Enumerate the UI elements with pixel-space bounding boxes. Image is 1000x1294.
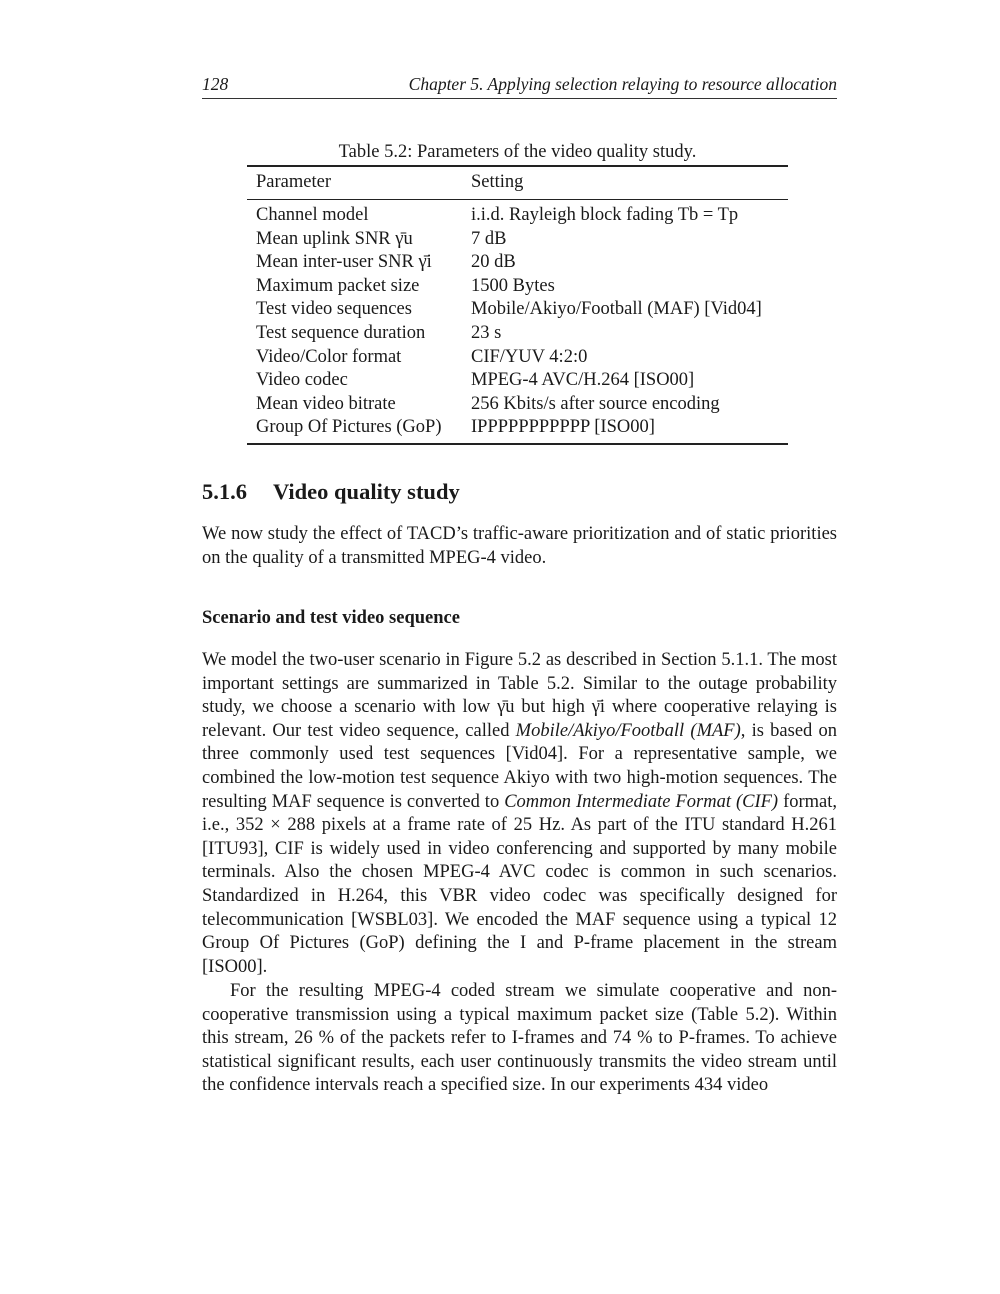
column-header-setting: Setting bbox=[462, 166, 788, 200]
table-cell: Mean uplink SNR γ̄u bbox=[256, 228, 413, 249]
table-row bbox=[247, 416, 788, 444]
subsection-heading: Scenario and test video sequence bbox=[202, 608, 460, 628]
table-row bbox=[247, 275, 788, 299]
table-cell: Channel model bbox=[256, 205, 369, 225]
table-row bbox=[247, 369, 788, 393]
table-cell: Video/Color format bbox=[256, 346, 402, 367]
table-row bbox=[247, 200, 788, 228]
parameters-table bbox=[247, 165, 788, 445]
table-cell: 256 Kbits/s after source encoding bbox=[471, 393, 720, 414]
table-row bbox=[247, 322, 788, 346]
text-run: format, i.e., 352 × 288 pixels at a frame rate of 25 Hz. As part of the ITU standard H.261 [ITU93], CIF is widely used in video conferencing and supported by many mobile terminals. Also the chosen MPEG-4 AVC codec is common in such scenarios. Standardized in H.264, this VBR video codec was specifically designed for telecommunication [WSBL03]. We encoded the MAF sequence using a typical 12 Group Of Pictures (GoP) defining the I and P-frame placement in the stream [ISO00]. bbox=[202, 791, 838, 977]
table-cell: Video codec bbox=[256, 370, 348, 391]
table-row bbox=[247, 251, 788, 275]
section-title: Video quality study bbox=[273, 479, 460, 504]
table-cell: 7 dB bbox=[471, 228, 507, 249]
text-run: , is based on three commonly used test sequences [Vid04]. For a representative sample, we combined the low-motion test sequence Akiyo with two high-motion sequences. The resulting MAF sequence is converted to bbox=[202, 720, 837, 812]
table-row bbox=[247, 346, 788, 370]
section-number: 5.1.6 bbox=[202, 479, 247, 504]
table-cell: IPPPPPPPPPPP [ISO00] bbox=[462, 416, 788, 444]
table-row bbox=[247, 393, 788, 417]
table-row bbox=[247, 228, 788, 252]
italic-term-maf: Mobile/Akiyo/Football (MAF) bbox=[515, 720, 741, 741]
table-cell: Mean inter-user SNR γ̄i bbox=[256, 252, 432, 273]
paragraph-intro: We now study the effect of TACD’s traffic-aware prioritization and of static priorities on the quality of a transmitted MPEG-4 video. bbox=[202, 524, 837, 568]
table-cell: 1500 Bytes bbox=[471, 275, 555, 296]
italic-term-cif: Common Intermediate Format (CIF) bbox=[504, 791, 779, 812]
table-cell: 20 dB bbox=[471, 252, 516, 273]
table-header-row bbox=[247, 166, 788, 200]
table-cell: 23 s bbox=[471, 322, 502, 343]
table-cell: Test sequence duration bbox=[256, 322, 426, 343]
section-heading bbox=[202, 479, 460, 505]
paragraph-simulation: For the resulting MPEG-4 coded stream we simulate cooperative and non-cooperative transmission using a typical maximum packet size (Table 5.2). Within this stream, 26 % of the packets refer to I-frames and 74 % to P-frames. To achieve statistical significant results, each user continuously transmits the video stream until the confidence intervals reach a specified size. In our experiments 434 video bbox=[202, 981, 837, 1096]
table-cell: CIF/YUV 4:2:0 bbox=[471, 346, 588, 367]
text-run: We model the two-user scenario in Figure 5.2 as described in Section 5.1.1. The most important settings are summarized in Table 5.2. Similar to the outage probability study, we choose a scenario with low γ̄u but high γ̄i where cooperative relaying is relevant. Our test video sequence, called bbox=[202, 650, 837, 741]
table-cell: Group Of Pictures (GoP) bbox=[247, 416, 462, 444]
table-cell: Test video sequences bbox=[256, 299, 412, 320]
table-row bbox=[247, 298, 788, 322]
table-caption: Table 5.2: Parameters of the video quality study. bbox=[338, 142, 697, 162]
page-number: 128 bbox=[202, 74, 229, 94]
table-cell: MPEG-4 AVC/H.264 [ISO00] bbox=[471, 370, 695, 391]
table-cell: Mobile/Akiyo/Football (MAF) [Vid04] bbox=[471, 299, 762, 320]
chapter-title: Chapter 5. Applying selection relaying to resource allocation bbox=[408, 74, 837, 94]
table-cell: Mean video bitrate bbox=[256, 393, 396, 414]
table-cell: i.i.d. Rayleigh block fading Tb = Tp bbox=[471, 205, 739, 225]
running-header bbox=[202, 72, 837, 99]
column-header-parameter: Parameter bbox=[247, 166, 462, 200]
table-cell: Maximum packet size bbox=[256, 275, 420, 296]
paragraph-scenario bbox=[202, 649, 837, 979]
